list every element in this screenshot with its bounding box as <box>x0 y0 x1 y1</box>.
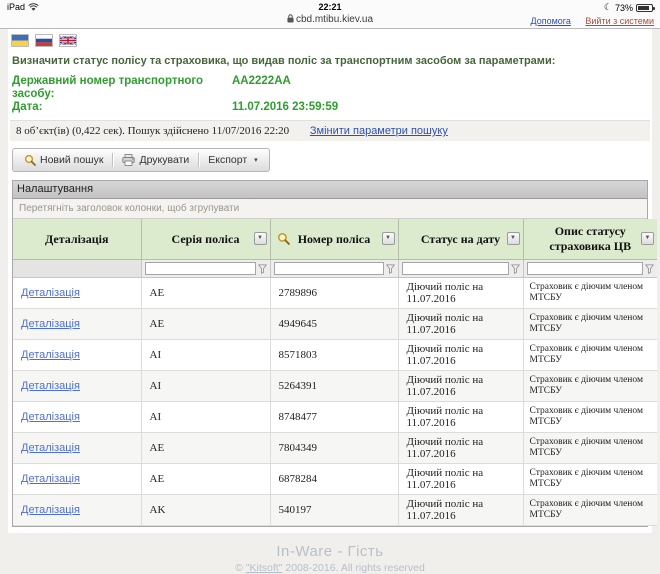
column-menu-button[interactable]: ▼ <box>254 232 267 245</box>
insurer-status-cell: Страховик є діючим членом МТСБУ <box>523 309 657 340</box>
policy-status-cell: Діючий поліс на 11.07.2016 <box>398 433 523 464</box>
search-icon <box>277 232 290 245</box>
flag-uk-icon[interactable] <box>60 35 76 46</box>
policy-number-cell: 2789896 <box>270 278 398 309</box>
carrier-label: iPad <box>7 2 26 12</box>
table-row <box>13 402 657 433</box>
search-params <box>12 75 648 114</box>
logout-link[interactable]: Вийти з системи <box>585 16 654 26</box>
detail-cell <box>13 495 141 526</box>
policy-series-cell: AI <box>141 340 270 371</box>
toolbar-separator <box>198 153 199 167</box>
detail-cell <box>13 402 141 433</box>
policy-status-cell: Діючий поліс на 11.07.2016 <box>398 464 523 495</box>
settings-bar[interactable]: Налаштування <box>13 181 647 199</box>
results-info-bar <box>10 120 650 141</box>
page-title: Визначити статус полісу та страховика, що видав поліс за транспортним засобом за параметрами: <box>12 55 556 67</box>
insurer-status-cell: Страховик є діючим членом МТСБУ <box>523 340 657 371</box>
policy-number-cell: 5264391 <box>270 371 398 402</box>
export-button[interactable]: Експорт ▾ <box>208 154 258 166</box>
policy-series-cell: AE <box>141 433 270 464</box>
filter-row <box>13 260 657 278</box>
battery-percent: 73% <box>614 2 633 13</box>
table-row <box>13 371 657 402</box>
group-by-hint: Перетягніть заголовок колонки, щоб згрупувати <box>13 199 647 219</box>
column-menu-button[interactable]: ▼ <box>641 232 654 245</box>
detail-link[interactable]: Деталізація <box>21 504 80 516</box>
column-menu-button[interactable]: ▼ <box>507 232 520 245</box>
safari-status-bar <box>0 0 660 29</box>
detail-cell <box>13 371 141 402</box>
change-search-params-link[interactable]: Змінити параметри пошуку <box>309 125 448 137</box>
detail-cell <box>13 433 141 464</box>
detail-cell <box>13 340 141 371</box>
param-plate-label: Державний номер транспортного засобу: <box>12 75 204 100</box>
table-row <box>13 433 657 464</box>
app-name: In-Ware - Гість <box>276 543 384 560</box>
battery-icon <box>636 4 653 12</box>
page-footer <box>0 533 660 574</box>
filter-cell-empty <box>13 260 141 278</box>
detail-cell <box>13 309 141 340</box>
table-row <box>13 278 657 309</box>
policy-number-cell: 4949645 <box>270 309 398 340</box>
filter-input-number[interactable] <box>274 262 384 275</box>
detail-cell <box>13 278 141 309</box>
column-header-number[interactable]: Номер поліса ▼ <box>270 219 398 260</box>
detail-link[interactable]: Деталізація <box>21 287 80 299</box>
column-header-detail[interactable]: Деталізація <box>13 219 141 260</box>
search-icon <box>24 154 36 166</box>
param-date-label: Дата: <box>12 101 43 113</box>
column-header-series[interactable]: Серія поліса ▼ <box>141 219 270 260</box>
flag-russia-icon[interactable] <box>36 35 52 46</box>
policy-number-cell: 8571803 <box>270 340 398 371</box>
insurer-status-cell: Страховик є діючим членом МТСБУ <box>523 495 657 526</box>
policy-series-cell: AE <box>141 278 270 309</box>
param-plate-value: AA2222AA <box>232 75 291 87</box>
print-button[interactable]: Друкувати <box>115 152 196 168</box>
insurer-status-cell: Страховик є діючим членом МТСБУ <box>523 464 657 495</box>
policy-number-cell: 8748477 <box>270 402 398 433</box>
flag-ukraine-icon[interactable] <box>12 35 28 46</box>
detail-link[interactable]: Деталізація <box>21 411 80 423</box>
policy-status-cell: Діючий поліс на 11.07.2016 <box>398 371 523 402</box>
policy-status-cell: Діючий поліс на 11.07.2016 <box>398 278 523 309</box>
table-row <box>13 309 657 340</box>
policy-status-cell: Діючий поліс на 11.07.2016 <box>398 309 523 340</box>
policy-number-cell: 7804349 <box>270 433 398 464</box>
column-menu-button[interactable]: ▼ <box>382 232 395 245</box>
policy-number-cell: 540197 <box>270 495 398 526</box>
detail-link[interactable]: Деталізація <box>21 349 80 361</box>
policy-status-cell: Діючий поліс на 11.07.2016 <box>398 495 523 526</box>
copyright-line: © "Kitsoft" 2008-2016. All rights reserved <box>235 562 425 574</box>
results-grid <box>12 180 651 527</box>
chevron-down-icon: ▾ <box>254 157 258 164</box>
policy-status-cell: Діючий поліс на 11.07.2016 <box>398 340 523 371</box>
new-search-button[interactable]: Новий пошук <box>17 152 110 168</box>
help-link[interactable]: Допомога <box>530 16 571 26</box>
column-header-status[interactable]: Статус на дату ▼ <box>398 219 523 260</box>
filter-input-series[interactable] <box>145 262 256 275</box>
filter-input-insurer[interactable] <box>527 262 644 275</box>
policy-series-cell: AE <box>141 464 270 495</box>
table-row <box>13 495 657 526</box>
policy-series-cell: AE <box>141 309 270 340</box>
lock-icon <box>287 14 294 23</box>
filter-funnel-button[interactable] <box>386 264 395 274</box>
kitsoft-link[interactable]: "Kitsoft" <box>245 562 283 574</box>
insurer-status-cell: Страховик є діючим членом МТСБУ <box>523 371 657 402</box>
param-date-value: 11.07.2016 23:59:59 <box>232 101 339 113</box>
table-body <box>13 278 657 526</box>
page-content <box>8 29 652 533</box>
toolbar-separator <box>112 153 113 167</box>
toolbar <box>12 148 270 172</box>
clock: 22:21 <box>318 2 342 12</box>
detail-link[interactable]: Деталізація <box>21 318 80 330</box>
language-switcher <box>10 33 650 49</box>
policy-series-cell: AK <box>141 495 270 526</box>
results-count: 8 об’єкт(ів) (0,422 сек). Пошук здійснено 11/07/2016 22:20 <box>16 125 290 137</box>
policy-number-cell: 6878284 <box>270 464 398 495</box>
detail-link[interactable]: Деталізація <box>21 380 80 392</box>
table-row <box>13 340 657 371</box>
printer-icon <box>122 154 135 166</box>
policy-series-cell: AI <box>141 371 270 402</box>
insurer-status-cell: Страховик є діючим членом МТСБУ <box>523 433 657 464</box>
filter-input-status[interactable] <box>402 262 509 275</box>
insurer-status-cell: Страховик є діючим членом МТСБУ <box>523 278 657 309</box>
filter-funnel-button[interactable] <box>511 264 520 274</box>
detail-link[interactable]: Деталізація <box>21 473 80 485</box>
column-header-insurer[interactable]: Опис статусу страховика ЦВ ▼ <box>523 219 657 260</box>
filter-funnel-button[interactable] <box>258 264 267 274</box>
policy-series-cell: AI <box>141 402 270 433</box>
table-header-row <box>13 219 657 260</box>
detail-cell <box>13 464 141 495</box>
table-row <box>13 464 657 495</box>
insurer-status-cell: Страховик є діючим членом МТСБУ <box>523 402 657 433</box>
address-bar[interactable]: cbd.mtibu.kiev.ua <box>0 14 660 25</box>
filter-funnel-button[interactable] <box>645 264 654 274</box>
detail-link[interactable]: Деталізація <box>21 442 80 454</box>
policy-status-cell: Діючий поліс на 11.07.2016 <box>398 402 523 433</box>
dnd-moon-icon: ☾ <box>603 2 612 12</box>
